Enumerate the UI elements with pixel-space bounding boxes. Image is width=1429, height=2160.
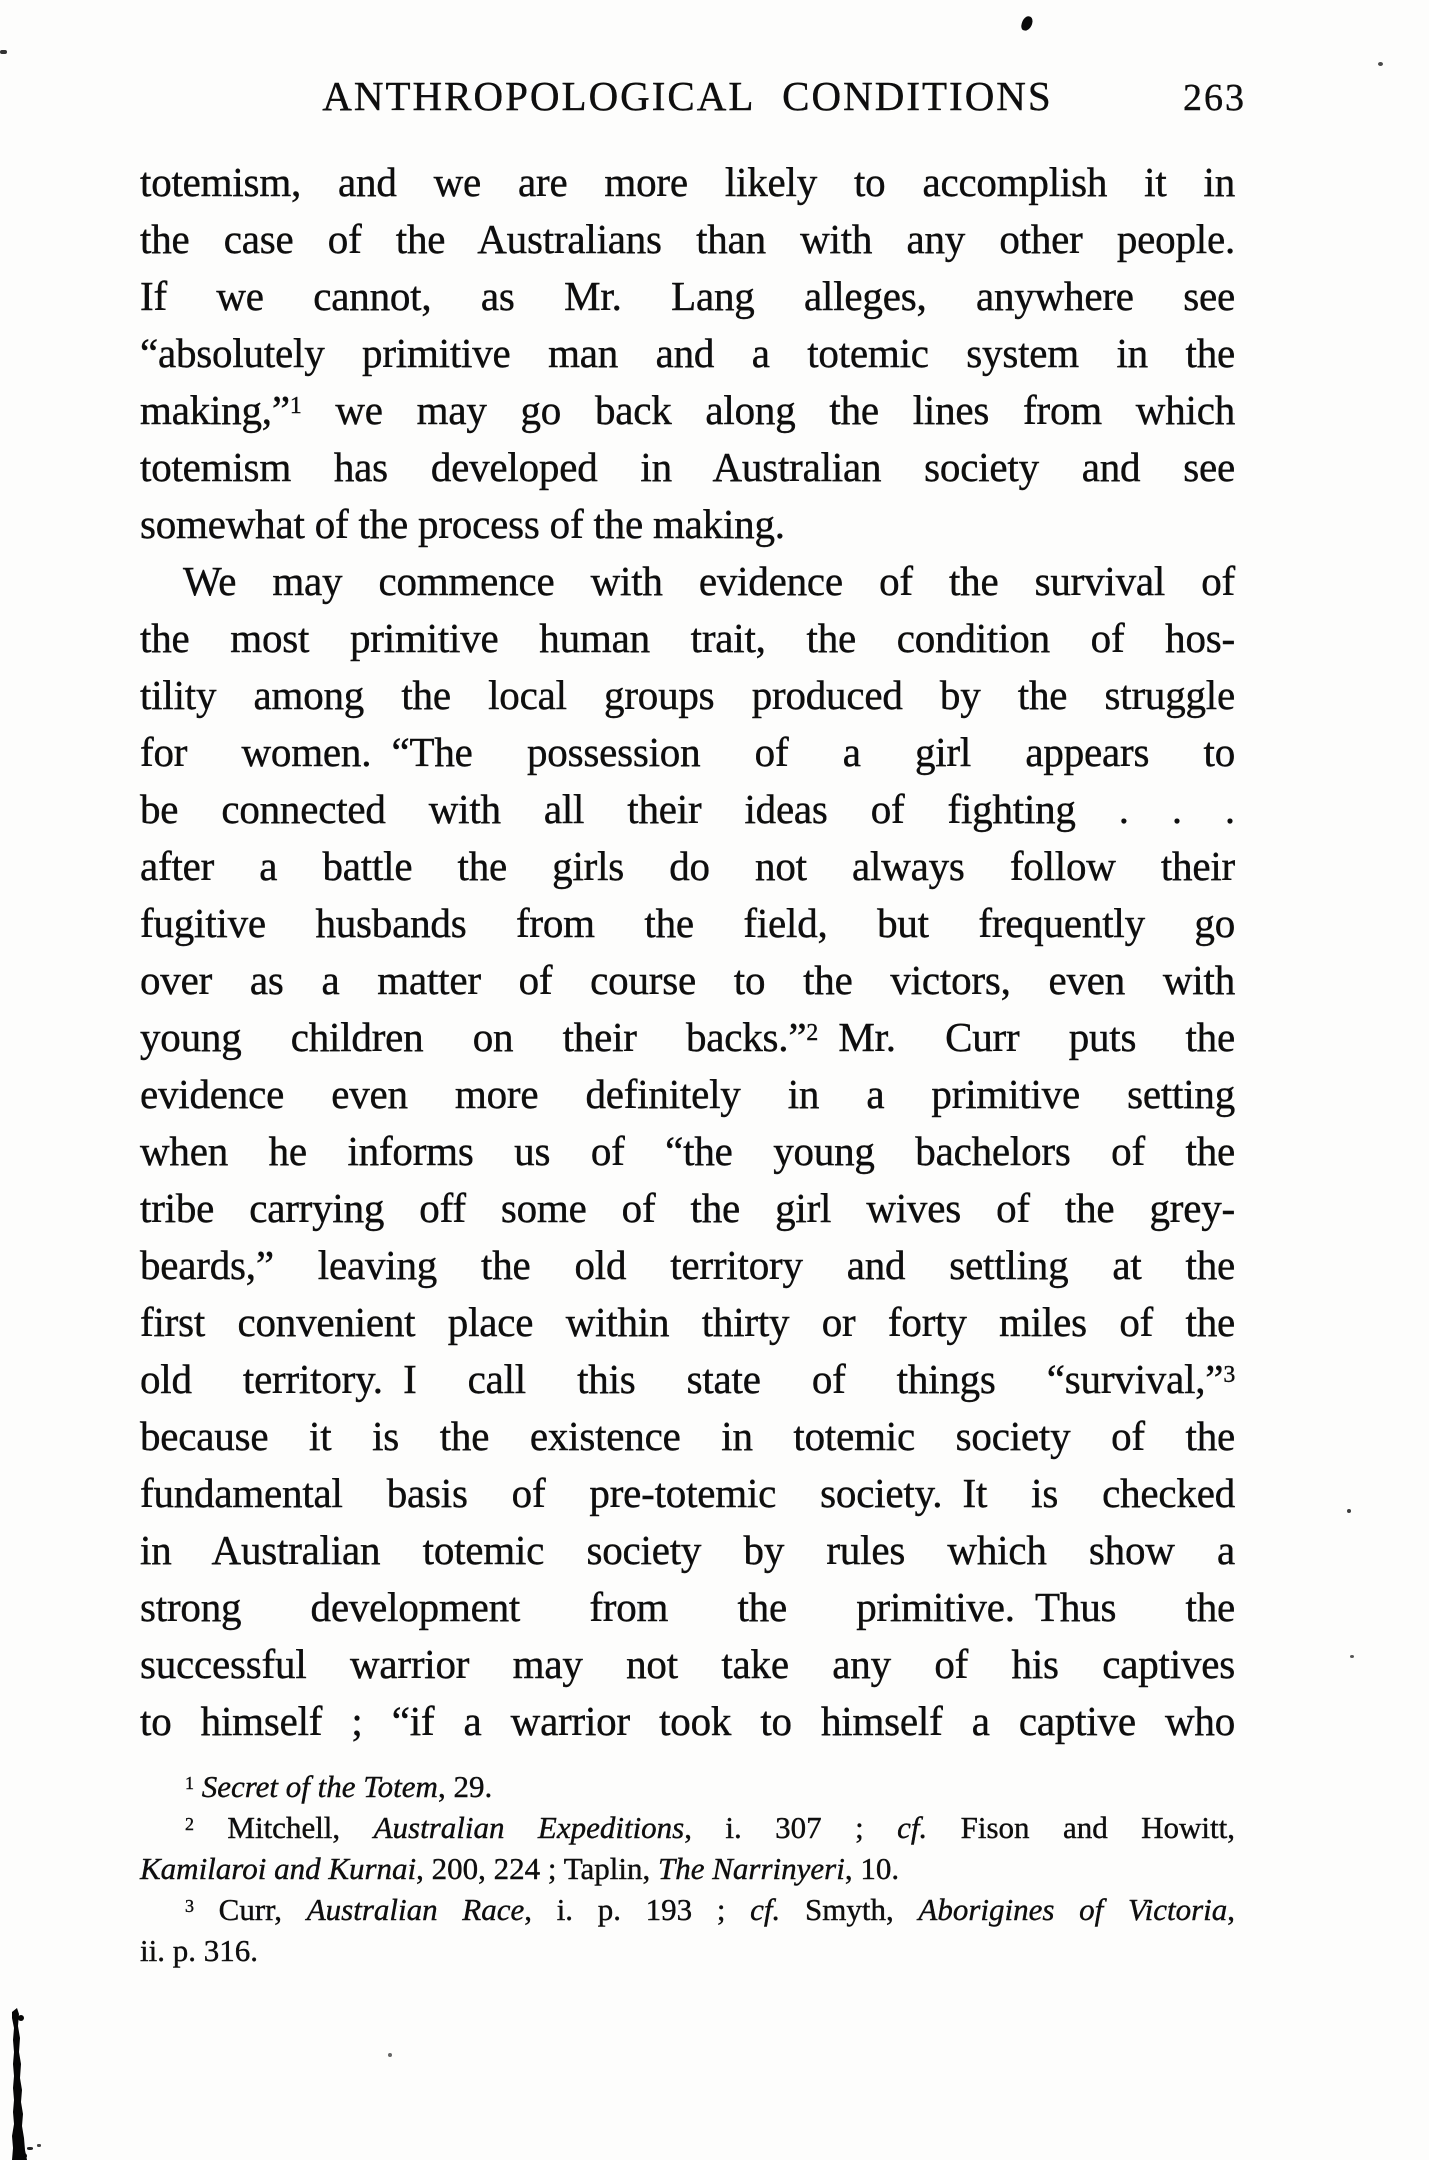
text-line [140, 1766, 1235, 1807]
body-text [140, 154, 1235, 1750]
text-line [140, 496, 1235, 553]
text-run: beards,” leaving the old territory and settling at the [140, 1242, 1235, 1288]
text-line [140, 1693, 1235, 1750]
text-run: Mitchell, [193, 1810, 374, 1845]
text-run: Australian Race [306, 1892, 525, 1927]
text-run: We may commence with evidence of the survival of [183, 558, 1235, 604]
text-line [140, 838, 1235, 895]
text-run: the case of the Australians than with any other people. [140, 216, 1235, 262]
text-run: Mr. Curr puts the [818, 1014, 1235, 1060]
text-run: tility among the local groups produced by the struggle [140, 672, 1235, 718]
page-number: 263 [1183, 77, 1246, 119]
text-line [140, 325, 1235, 382]
binding-mark-artifact [8, 2008, 42, 2160]
text-run: making,” [140, 387, 290, 433]
text-line [140, 895, 1235, 952]
footnote-marker: 3 [1223, 1362, 1235, 1389]
text-run: over as a matter of course to the victors, even with [140, 957, 1235, 1003]
text-line [140, 1009, 1235, 1066]
text-line [140, 1123, 1235, 1180]
text-line [140, 1351, 1235, 1408]
text-run: strong development from the primitive. Thus the [140, 1584, 1235, 1630]
text-run: Aborigines of Victoria [918, 1892, 1228, 1927]
text-run: be connected with all their ideas of fighting . . . [140, 786, 1235, 832]
text-line [140, 781, 1235, 838]
text-run: Secret of the Totem [201, 1769, 438, 1804]
text-run: in Australian totemic society by rules which show a [140, 1527, 1235, 1573]
speck-artifact [388, 2053, 392, 2057]
text-run: the most primitive human trait, the condition of hos- [140, 615, 1235, 661]
text-run: Smyth, [780, 1892, 919, 1927]
text-run: when he informs us of “the young bachelors of the [140, 1128, 1235, 1174]
text-run: fundamental basis of pre-totemic society. It is checked [140, 1470, 1235, 1516]
text-line [140, 724, 1235, 781]
speck-artifact [1350, 1655, 1354, 1658]
text-run: to himself ; “if a warrior took to himself a captive who [140, 1698, 1235, 1744]
text-run: old territory. I call this state of things “survival,” [140, 1356, 1224, 1402]
text-run: first convenient place within thirty or forty miles of the [140, 1299, 1235, 1345]
ink-spot-artifact [1020, 15, 1034, 32]
text-run [194, 1769, 202, 1804]
text-line [140, 154, 1235, 211]
text-run: , [1227, 1892, 1235, 1927]
text-run: totemism, and we are more likely to accomplish it in [140, 159, 1235, 205]
text-line [140, 1522, 1235, 1579]
text-line [140, 1237, 1235, 1294]
text-line [140, 439, 1235, 496]
text-run: Curr, [193, 1892, 307, 1927]
text-line [140, 1066, 1235, 1123]
text-line [140, 1408, 1235, 1465]
text-run: because it is the existence in totemic society of the [140, 1413, 1235, 1459]
text-line [140, 1848, 1235, 1889]
text-line [140, 1465, 1235, 1522]
text-run: after a battle the girls do not always follow their [140, 843, 1235, 889]
text-run: , 10. [844, 1851, 900, 1886]
text-run: Australian Expeditions [373, 1810, 685, 1845]
edge-mark-artifact [0, 50, 7, 54]
footnote-marker: 2 [806, 1020, 819, 1047]
text-run: , i. p. 193 ; [524, 1892, 751, 1927]
text-run: The Narrinyeri [657, 1851, 845, 1886]
text-line [140, 1294, 1235, 1351]
text-line [140, 610, 1235, 667]
footnotes [140, 1766, 1235, 1971]
text-line [140, 1636, 1235, 1693]
text-run: , 29. [437, 1769, 493, 1804]
speck-artifact [1378, 62, 1383, 66]
footnote-marker: 2 [185, 1813, 194, 1834]
text-run: young children on their backs.” [140, 1014, 807, 1060]
text-line [140, 1889, 1235, 1930]
text-line [140, 1180, 1235, 1237]
text-run: somewhat of the process of the making. [140, 501, 785, 547]
text-run: for women. “The possession of a girl appears to [140, 729, 1235, 775]
text-line [140, 1930, 1235, 1971]
footnote-marker: 1 [289, 393, 302, 420]
text-line [140, 211, 1235, 268]
text-run: Kamilaroi and Kurnai [140, 1851, 417, 1886]
text-line [140, 1579, 1235, 1636]
text-line [140, 1807, 1235, 1848]
text-run: , 200, 224 ; Taplin, [416, 1851, 658, 1886]
footnote-marker: 3 [185, 1895, 194, 1916]
text-line [140, 382, 1235, 439]
text-run: , i. 307 ; [684, 1810, 898, 1845]
text-line [140, 553, 1235, 610]
text-run: If we cannot, as Mr. Lang alleges, anywhere see [140, 273, 1235, 319]
text-run: ii. p. 316. [140, 1933, 258, 1968]
speck-artifact [1347, 1509, 1351, 1513]
text-line [140, 952, 1235, 1009]
text-run: Fison and Howitt, [927, 1810, 1235, 1845]
text-run: “absolutely primitive man and a totemic system in the [140, 330, 1235, 376]
text-run: cf. [897, 1810, 928, 1845]
text-run: tribe carrying off some of the girl wives of the grey- [140, 1185, 1235, 1231]
text-run: cf. [750, 1892, 781, 1927]
footnote-marker: 1 [185, 1772, 194, 1793]
text-run: fugitive husbands from the field, but frequently go [140, 900, 1235, 946]
text-line [140, 268, 1235, 325]
text-run: totemism has developed in Australian society and see [140, 444, 1235, 490]
running-header: ANTHROPOLOGICAL CONDITIONS [322, 73, 1053, 119]
text-line [140, 667, 1235, 724]
text-run: successful warrior may not take any of his captives [140, 1641, 1235, 1687]
text-run: evidence even more definitely in a primitive setting [140, 1071, 1235, 1117]
text-run: we may go back along the lines from which [301, 387, 1235, 433]
